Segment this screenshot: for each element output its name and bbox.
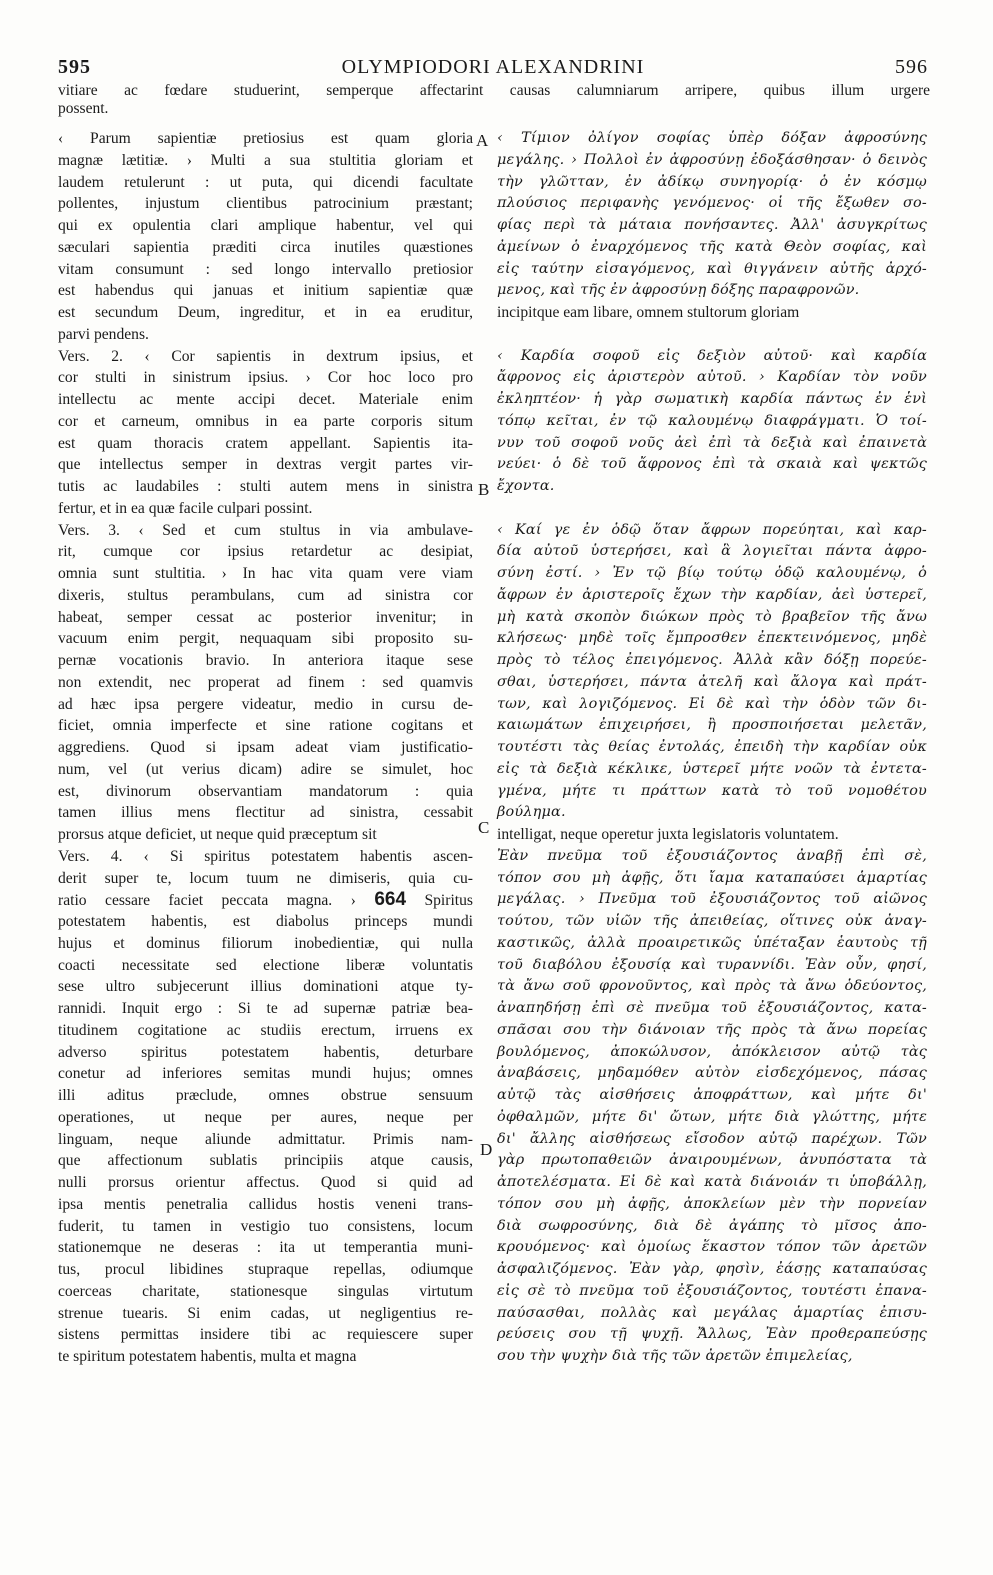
text-line: ἀσφαλιζόμενος. Ἐὰν γὰρ, φησὶν, ἐάσῃς καταπαύσας — [497, 1261, 927, 1277]
text-line: εἰς ταύτην εἰσαγόμενος, καὶ θιγγάνειν αὐτῆς ἀρχό- — [497, 260, 927, 277]
text-line: intellectu ac mente accipi decet. Materiale enim — [58, 391, 473, 408]
text-line: σπᾶσαι σου τὴν διάνοιαν τῆς πρὸς τὰ ἄνω πορείας — [497, 1021, 927, 1038]
text-line: ἔχοντα. — [497, 478, 555, 494]
text-line: σου τὴν ψυχὴν διὰ τῆς τῶν ἀρετῶν ἐπιμελείας, — [497, 1348, 853, 1364]
text-line: prorsus atque deficiet, ut neque quid præceptum sit — [58, 826, 377, 843]
text-line: τόπῳ κεῖται, ἐν τῷ καλουμένῳ διαφράγματι. Ὁ τοί- — [497, 412, 927, 429]
text-line: τὰ ἄνω σοῦ φρονοῦντος, καὶ πρὸς τὰ ἄνω ὁδεύοντος, — [497, 978, 927, 995]
text-line: καιωμάτων ἐπιχειρήσει, ἢ προσποιήσεται μελετᾶν, — [497, 717, 927, 734]
text-line: βουλόμενος, ἀποκώλυσον, ἀπόκλεισον αὐτῷ τὰς — [497, 1043, 927, 1060]
text-line: εἰς τὰ δεξιὰ κέκλικε, ὑστερεῖ μήτε νοῶν τὰ ἐντετα- — [497, 760, 927, 777]
margin-letter-b: B — [478, 480, 490, 499]
page-mark: 664 — [374, 889, 407, 911]
text-line: laudem retulerunt : ut puta, qui dicendi facultate — [58, 173, 473, 191]
text-line: μὴ κατὰ σκοπὸν διώκων πρὸς τὸ βραβεῖον τῆς ἄνω — [497, 608, 927, 625]
text-line: νυν τοῦ σοφοῦ νοῦς ἀεὶ ἐπὶ τὰ δεξιὰ καὶ ἐπαινετὰ — [497, 434, 927, 451]
text-line: derit super te, locum tuum ne dimiseris, quia cu- — [58, 869, 473, 887]
text-line: magnæ lætitiæ. › Multi a sua stultitia gloriam et — [58, 151, 473, 169]
text-line: ‹ Parum sapientiæ pretiosius est quam gloria — [58, 130, 473, 147]
text-line: titudinem cogitatione ac studiis erectum, irruens ex — [58, 1021, 473, 1039]
text-line: ad hæc ipsa pergere videatur, medio in cursu de- — [58, 695, 473, 713]
text-line: Vers. 3. ‹ Sed et cum stultus in via ambulave- — [58, 521, 473, 539]
text-line: rannidi. Inquit ergo : Si te ad supernæ patriæ bea- — [58, 1000, 473, 1017]
text-line: vitam consumunt : sed longo intervallo pretiosior — [58, 260, 473, 278]
text-line: μενος, καὶ τῆς ἐν ἀφροσύνῃ δόξης παραφρονῶν. — [497, 282, 860, 299]
text-line: ἐκληπτέον· ἡ γὰρ σωματικὴ καρδία πάντως ἐν ἑνὶ — [497, 391, 927, 407]
text-line: των, καὶ λογιζόμενος. Εἰ δὲ καὶ τὴν ὁδὸν τῶν δι- — [497, 695, 927, 712]
intro-paragraph — [58, 82, 930, 118]
text-line: potestatem habentis, est diabolus princeps mundi — [58, 913, 473, 930]
text-line: adverso spiritus potestatem habentis, deturbare — [58, 1043, 473, 1061]
text-line: Vers. 4. ‹ Si spiritus potestatem habentis ascen- — [58, 847, 473, 865]
text-line: τόπον σου μὴ ἀφῇς, ἀποκλείων μὲν τὴν πορνείαν — [497, 1195, 927, 1212]
text-line: aggrediens. Quod si ipsam adeat viam justificatio- — [58, 739, 473, 756]
text-line: σθαι, ὑστερήσει, πάντα ἀτελῆ καὶ ἄλογα καὶ πράτ- — [497, 673, 927, 690]
text-line: pernæ vocationis bravio. In anteriora itaque sese — [58, 652, 473, 669]
text-line: que affectionum sublatis principiis atque causis, — [58, 1152, 473, 1170]
text-line: τουτέστι τὰς θείας ἐντολάς, ἐπειδὴ τὴν καρδίαν οὐκ — [497, 739, 927, 755]
text-line: qui ex opulentia clari amplique habentur, vel qui — [58, 217, 473, 234]
text-line: rit, cumque cor ipsius retardetur ac desipiat, — [58, 543, 473, 561]
right-page-number: 596 — [895, 56, 928, 78]
text-line: operationes, ut neque per aures, neque per — [58, 1108, 473, 1126]
text-line: illi aditus præclude, omnes obstrue sensuum — [58, 1087, 473, 1104]
text-line: ἀναβάσεις, μηδαμόθεν αὐτὸν εἰσδεχόμενος, πάσας — [497, 1065, 927, 1082]
text-line: parvi pendens. — [58, 325, 149, 343]
text-line: dixeris, stultus perambulans, cum ad sinistra cor — [58, 586, 473, 604]
text-line: διὰ σωφροσύνης, διὰ δὲ ἀγάπης τὸ μῖσος ἀπο- — [497, 1217, 927, 1234]
text-line: ipsa mentis penetralia callidus hostis veneni trans- — [58, 1195, 473, 1213]
text-line: linguam, neque aliunde admittatur. Primis nam- — [58, 1130, 473, 1148]
text-line: coacti necessitate sed electione liberæ voluntatis — [58, 956, 473, 974]
text-line: intelligat, neque operetur juxta legislatoris voluntatem. — [497, 826, 839, 843]
text-line: nulli prorsus orientur affectus. Quod si quid ad — [58, 1174, 473, 1191]
text-line: fuderit, tu tamen in vestigio tuo consistens, locum — [58, 1217, 473, 1235]
text-line: te spiritum potestatem habentis, multa et magna — [58, 1348, 357, 1365]
intro-line: vitiare ac fœdare studuerint, semperque affectarint causas calumniarum arripere, quibus illum urgere — [58, 82, 930, 99]
text-line: est habendus qui januas et initium sapientiæ quæ — [58, 282, 473, 300]
text-line: τόπον σου μὴ ἀφῇς, ὅτι ἴαμα καταπαύσει ἁμαρτίας — [497, 869, 927, 886]
text-line: Ἐὰν πνεῦμα τοῦ ἐξουσιάζοντος ἀναβῇ ἐπὶ σὲ, — [497, 847, 927, 864]
text-line: est quam thoracis cratem appellant. Sapientis ita- — [58, 434, 473, 452]
text-line: strenue tuearis. Si enim cadas, ut negligentius re- — [58, 1304, 473, 1322]
latin-column — [58, 128, 473, 1368]
text-line: εἰς σὲ τὸ πνεῦμα τοῦ ἐξουσιάζοντος, τουτέστι ἐπανα- — [497, 1282, 927, 1299]
margin-letter-c: C — [478, 818, 490, 837]
text-line: que intellectus semper in dextras vergit partes vir- — [58, 456, 473, 474]
text-line: ὀφθαλμῶν, μήτε δι' ὤτων, μήτε διὰ γλώττης, μήτε — [497, 1108, 927, 1125]
running-header — [58, 56, 928, 82]
text-line: hujus et dominus filiorum inobedientiæ, qui nulla — [58, 934, 473, 952]
text-line: πρὸς τὸ τέλος ἐπειγόμενος. Ἀλλὰ κἂν δόξῃ πορεύε- — [497, 652, 927, 668]
text-line: cor stulti in sinistrum ipsius. › Cor hoc loco pro — [58, 369, 473, 387]
text-line: ἄφρονος εἰς ἀριστερὸν αὐτοῦ. › Καρδίαν τὸν νοῦν — [497, 369, 927, 386]
text-line: habeat, semper cessat ac posterior invenitur; in — [58, 608, 473, 626]
text-line: κλήσεως· μηδὲ τοῖς ἔμπροσθεν ἐπεκτεινόμενος, μηδὲ — [497, 630, 927, 647]
intro-line: possent. — [58, 100, 109, 117]
text-line — [497, 498, 927, 520]
text-line: μεγάλης. › Πολλοὶ ἐν ἀφροσύνῃ ἐδοξάσθησαν· ὁ δεινὸς — [497, 151, 927, 168]
margin-letter-d: D — [480, 1140, 493, 1159]
text-line: ἄφρων ἐν ἀριστεροῖς ἔχων τὴν καρδίαν, ἀεὶ ὑστερεῖ, — [497, 586, 927, 603]
text-line: ‹ Καί γε ἐν ὁδῷ ὅταν ἄφρων πορεύηται, καὶ καρ- — [497, 521, 927, 538]
text-line: ἀμείνων ὁ ἐναρχόμενος τῆς κατὰ Θεὸν σοφίας, καὶ — [497, 238, 927, 255]
text-line: ficiet, omnia imperfecte et sine ratione cogitans et — [58, 717, 473, 735]
text-line: δι' ἄλλης αἰσθήσεως εἴσοδον αὐτῷ παρέχων. Τῶν — [497, 1130, 927, 1147]
text-line: non extendit, nec properat ad finem : sed quamvis — [58, 673, 473, 691]
text-line: fertur, et in ea quæ facile culpari possint. — [58, 499, 313, 517]
text-line: num, vel (ut verius dicam) adire se simulet, hoc — [58, 760, 473, 778]
text-line: cor et carneum, omnibus in ea parte corporis situm — [58, 412, 473, 430]
margin-letter-a: A — [476, 131, 489, 150]
text-line: tus, procul libidines stupraque repellas, odiumque — [58, 1261, 473, 1278]
text-line: ἀναπηδήσῃ ἐπὶ σὲ πνεῦμα τοῦ ἐξουσιάζοντος, κατα- — [497, 1000, 927, 1016]
text-line: stationemque ne deseras : ita ut temperantia muni- — [58, 1239, 473, 1257]
text-line: γμένα, μήτε τι πράττων κατὰ τὸ τοῦ νομοθέτου — [497, 782, 927, 799]
text-line: ρεύσεις σου τῇ ψυχῇ. Ἄλλως, Ἐὰν προθεραπεύσῃς — [497, 1326, 927, 1343]
text-line: φίας περὶ τὰ μάταια πονήσαντες. Ἀλλ' ἀσυγκρίτως — [497, 217, 927, 233]
text-line: est, divinorum observantiam mandatorum : quia — [58, 782, 473, 800]
left-page-number: 595 — [58, 56, 91, 78]
text-line: δία αὐτοῦ ὑστερήσει, καὶ ἃ λογιεῖται πάντα ἀφρο- — [497, 543, 927, 560]
text-line: sistens permittas insidere tibi ac requiescere super — [58, 1326, 473, 1344]
text-line: ἀποτελέσματα. Εἰ δὲ καὶ κατὰ διάνοιάν τι ὑποβάλλῃ, — [497, 1174, 927, 1190]
text-line: βούλημα. — [497, 804, 566, 821]
text-line: coerceas charitate, stationesque singulas virtutum — [58, 1282, 473, 1300]
text-line: αὐτῷ τὰς αἰσθήσεις ἀποφράττων, καὶ μήτε δι' — [497, 1087, 927, 1103]
text-line: sæculari sapientia præditi circa inutiles quæstiones — [58, 238, 473, 256]
text-line: μεγάλας. › Πνεῦμα τοῦ ἐξουσιάζοντος τοῦ αἰῶνος — [497, 891, 927, 908]
text-line: παύσασθαι, πολλὰς καὶ μεγάλας ἁμαρτίας ἐπισυ- — [497, 1304, 927, 1321]
text-line: τούτου, τῶν υἱῶν τῆς ἀπειθείας, οἵτινες οὐκ ἀναγ- — [497, 913, 927, 929]
text-line: σύνη ἐστί. › Ἐν τῷ βίῳ τούτῳ ὁδῷ καλουμένῳ, ὁ — [497, 565, 927, 581]
text-line: ‹ Καρδία σοφοῦ εἰς δεξιὸν αὐτοῦ· καὶ καρδία — [497, 347, 927, 364]
text-line: τὴν γλῶτταν, ἐν ἀδίκῳ συνηγορίᾳ· ὁ ἐν κόσμῳ — [497, 173, 927, 190]
text-line — [497, 324, 927, 346]
text-line: omnia sunt stultitia. › In hac vita quam vere viam — [58, 565, 473, 582]
text-line: κρουόμενος· καὶ ὁμοίως ἕκαστον τόπον τῶν ἀρετῶν — [497, 1239, 927, 1256]
text-line: est secundum Deum, ingreditur, et in ea eruditur, — [58, 304, 473, 321]
text-line: γὰρ πρωτοπαθειῶν ἀναιρουμένων, ἀνυπόστατα τὰ — [497, 1152, 927, 1169]
text-line: ratio cessare faciet peccata magna. › 664 Spiritus — [58, 889, 473, 911]
greek-column — [497, 128, 927, 1368]
text-line: conetur ad inferiores semitas mundi hujus; omnes — [58, 1065, 473, 1083]
text-line: incipitque eam libare, omnem stultorum gloriam — [497, 304, 800, 321]
text-line: καστικῶς, ἀλλὰ προαιρετικῶς ὑπέταξαν ἑαυτοὺς τῇ — [497, 934, 927, 951]
text-line: νεύει· ὁ δὲ τοῦ ἄφρονος ἐπὶ τὰ σκαιὰ καὶ ψεκτῶς — [497, 456, 927, 473]
text-line: ‹ Τίμιον ὀλίγον σοφίας ὑπὲρ δόξαν ἀφροσύνης — [497, 130, 927, 146]
running-title: OLYMPIODORI ALEXANDRINI — [341, 56, 645, 78]
text-line: Vers. 2. ‹ Cor sapientis in dextrum ipsius, et — [58, 347, 473, 365]
text-line: vacuum enim pergit, nequaquam sibi proposito su- — [58, 630, 473, 648]
text-line: tutis ac laudabiles : stulti autem mens in sinistra — [58, 478, 473, 495]
text-line: τοῦ διαβόλου ἐξουσίᾳ καὶ τυραννίδι. Ἐὰν οὖν, φησί, — [497, 956, 927, 973]
text-line: πλούσιος περιφανὴς γενόμενος· οἱ τῆς ἔξωθεν σο- — [497, 195, 927, 212]
text-line: sese ultro subjecerunt illius dominationi atque ty- — [58, 978, 473, 996]
text-line: pollentes, injustum clientibus patrocinium præstant; — [58, 195, 473, 213]
text-line: tamen illius mens flectitur ad sinistra, cessabit — [58, 804, 473, 822]
